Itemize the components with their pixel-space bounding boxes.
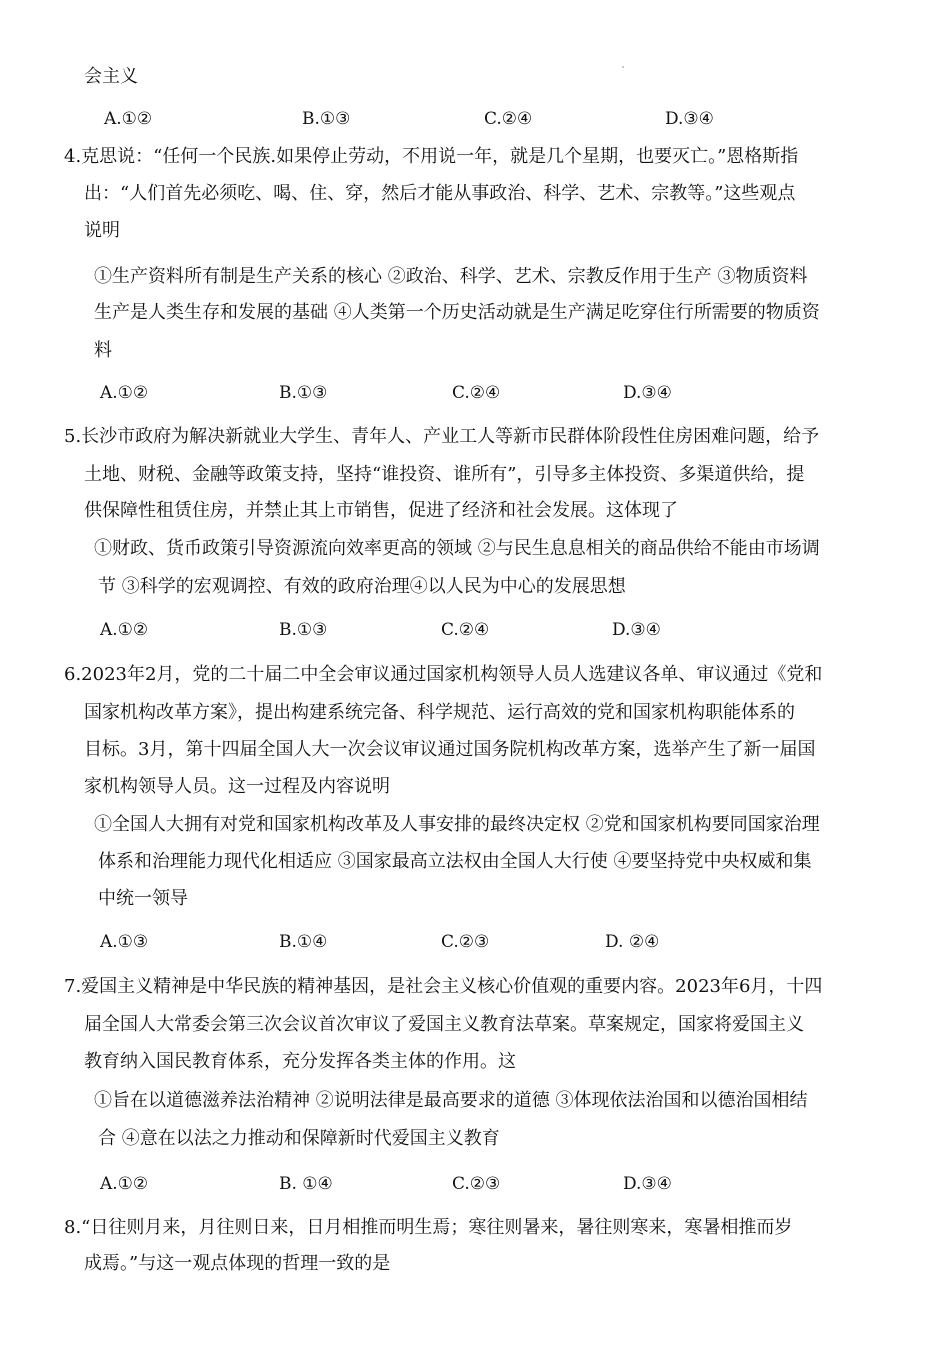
q5-option-d: D.③④ xyxy=(612,620,661,640)
q6-choice-line: ①全国人大拥有对党和国家机构改革及人事安排的最终决定权 ②党和国家机构要同国家治理 xyxy=(94,814,820,835)
q4-option-a: A.①② xyxy=(100,383,149,403)
q5-option-c: C.②④ xyxy=(441,620,490,640)
q4-choice-line: 生产是人类生存和发展的基础 ④人类第一个历史活动就是生产满足吃穿住行所需要的物质资 xyxy=(94,302,820,323)
q6-choice-line: 中统一领导 xyxy=(98,888,188,909)
q7-option-a: A.①② xyxy=(100,1174,149,1194)
q4-stem-line: 出：“人们首先必须吃、喝、住、穿，然后才能从事政治、科学、艺术、宗教等。”这些观点 xyxy=(84,183,796,204)
q7-option-d: D.③④ xyxy=(623,1174,672,1194)
q8-stem-line: 成焉。”与这一观点体现的哲理一致的是 xyxy=(84,1253,391,1274)
q6-option-c: C.②③ xyxy=(441,932,490,952)
q7-choice-line: ①旨在以道德滋养法治精神 ②说明法律是最高要求的道德 ③体现依法治国和以德治国相结 xyxy=(94,1090,808,1111)
q4-option-c: C.②④ xyxy=(452,383,501,403)
q4-option-b: B.①③ xyxy=(279,383,328,403)
q5-stem-line: 5.长沙市政府为解决新就业大学生、青年人、产业工人等新市民群体阶段性住房困难问题，给予 xyxy=(64,426,820,447)
q4-choice-line: ①生产资料所有制是生产关系的核心 ②政治、科学、艺术、宗教反作用于生产 ③物质资料 xyxy=(94,266,808,287)
q4-choice-line: 料 xyxy=(94,340,112,361)
q6-stem-line: 国家机构改革方案》，提出构建系统完备、科学规范、运行高效的党和国家机构职能体系的 xyxy=(84,702,795,723)
q7-choice-line: 合 ④意在以法之力推动和保障新时代爱国主义教育 xyxy=(98,1128,500,1149)
q3-option-a: A.①② xyxy=(104,109,153,129)
q5-stem-line: 土地、财税、金融等政策支持，坚持“谁投资、谁所有”，引导多主体投资、多渠道供给，提 xyxy=(84,464,805,485)
q5-option-b: B.①③ xyxy=(279,620,328,640)
q5-option-a: A.①② xyxy=(100,620,149,640)
q4-stem-line: 4.克思说：“任何一个民族.如果停止劳动，不用说一年，就是几个星期，也要灭亡。”恩格斯指 xyxy=(64,146,799,167)
q7-stem-line: 教育纳入国民教育体系，充分发挥各类主体的作用。这 xyxy=(84,1051,516,1072)
q6-choice-line: 体系和治理能力现代化相适应 ③国家最高立法权由全国人大行使 ④要坚持党中央权威和集 xyxy=(98,851,812,872)
q6-stem-line: 目标。3月，第十四届全国人大一次会议审议通过国务院机构改革方案，选举产生了新一届国 xyxy=(84,739,816,760)
q5-stem-line: 供保障性租赁住房，并禁止其上市销售，促进了经济和社会发展。这体现了 xyxy=(84,500,678,521)
q6-option-a: A.①③ xyxy=(100,932,149,952)
q6-option-b: B.①④ xyxy=(279,932,328,952)
q6-stem-line: 家机构领导人员。这一过程及内容说明 xyxy=(84,776,390,797)
q5-choice-line: 节 ③科学的宏观调控、有效的政府治理④以人民为中心的发展思想 xyxy=(98,576,626,597)
q7-option-c: C.②③ xyxy=(452,1174,501,1194)
q3-tail-text: 会主义 xyxy=(84,66,138,87)
q8-stem-line: 8.“日往则月来，月往则日来，日月相推而明生焉；寒往则暑来，暑往则寒来，寒暑相推而岁 xyxy=(64,1217,793,1238)
q5-choice-line: ①财政、货币政策引导资源流向效率更高的领域 ②与民生息息相关的商品供给不能由市场调 xyxy=(94,538,820,559)
q7-option-b: B. ①④ xyxy=(279,1174,333,1194)
q6-stem-line: 6.2023年2月，党的二十届二中全会审议通过国家机构领导人员人选建议各单、审议通过《党和 xyxy=(64,664,823,685)
q6-option-d: D. ②④ xyxy=(605,932,660,952)
q4-stem-line: 说明 xyxy=(84,220,120,241)
q7-stem-line: 7.爱国主义精神是中华民族的精神基因，是社会主义核心价值观的重要内容。2023年6月，十四 xyxy=(64,976,823,997)
q3-option-c: C.②④ xyxy=(484,109,533,129)
q3-option-d: D.③④ xyxy=(665,109,714,129)
q4-option-d: D.③④ xyxy=(623,383,672,403)
scan-speck xyxy=(622,66,624,68)
q7-stem-line: 届全国人大常委会第三次会议首次审议了爱国主义教育法草案。草案规定，国家将爱国主义 xyxy=(84,1014,804,1035)
q3-option-b: B.①③ xyxy=(302,109,351,129)
